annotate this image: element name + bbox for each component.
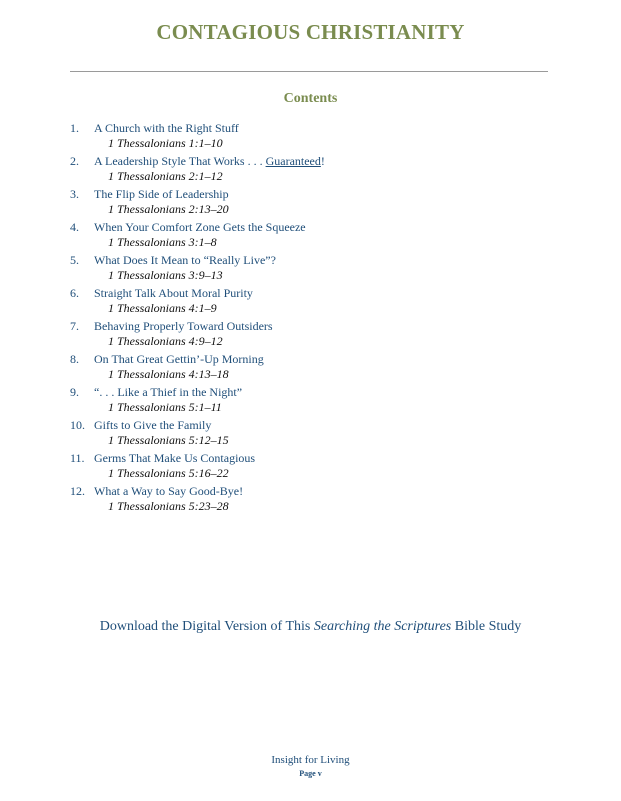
toc-number: 2. bbox=[70, 154, 79, 168]
toc-reference: 1 Thessalonians 1:1–10 bbox=[108, 136, 223, 150]
toc-entry-11 bbox=[70, 450, 550, 483]
guaranteed-underlined-text: Guaranteed bbox=[265, 154, 321, 168]
toc-entry-8 bbox=[70, 351, 550, 384]
toc-link-11[interactable]: Germs That Make Us Contagious bbox=[94, 451, 256, 465]
toc-number: 7. bbox=[70, 319, 79, 333]
toc-number: 5. bbox=[70, 253, 79, 267]
toc-entry-5 bbox=[70, 252, 550, 285]
toc-link-5[interactable]: What Does It Mean to “Really Live”? bbox=[94, 253, 276, 267]
title-divider bbox=[70, 71, 548, 72]
toc-link-7[interactable]: Behaving Properly Toward Outsiders bbox=[94, 319, 273, 333]
toc-entry-10 bbox=[70, 417, 550, 450]
toc-link-9[interactable]: “. . . Like a Thief in the Night” bbox=[94, 385, 243, 399]
toc-number: 9. bbox=[70, 385, 79, 399]
toc-link-4[interactable]: When Your Comfort Zone Gets the Squeeze bbox=[94, 220, 306, 234]
table-of-contents bbox=[70, 120, 550, 516]
toc-reference: 1 Thessalonians 4:1–9 bbox=[108, 301, 217, 315]
toc-link-8[interactable]: On That Great Gettin’-Up Morning bbox=[94, 352, 264, 366]
toc-entry-12 bbox=[70, 483, 550, 516]
toc-number: 10. bbox=[70, 418, 85, 432]
footer-page-number: Page v bbox=[299, 769, 322, 778]
download-text-suffix: Bible Study bbox=[451, 619, 522, 634]
toc-number: 3. bbox=[70, 187, 79, 201]
toc-reference: 1 Thessalonians 5:23–28 bbox=[108, 499, 229, 513]
download-text-emphasis: Searching the Scriptures bbox=[313, 619, 452, 634]
toc-reference: 1 Thessalonians 3:9–13 bbox=[108, 268, 223, 282]
toc-link-12[interactable]: What a Way to Say Good-Bye! bbox=[94, 484, 244, 498]
toc-number: 8. bbox=[70, 352, 79, 366]
toc-reference: 1 Thessalonians 4:13–18 bbox=[108, 367, 229, 381]
toc-number: 6. bbox=[70, 286, 79, 300]
contents-heading: Contents bbox=[283, 91, 338, 106]
toc-link-10[interactable]: Gifts to Give the Family bbox=[94, 418, 212, 432]
toc-reference: 1 Thessalonians 3:1–8 bbox=[108, 235, 217, 249]
footer-organization: Insight for Living bbox=[271, 754, 350, 766]
toc-title-part: A Leadership Style That Works . . . bbox=[94, 154, 266, 168]
toc-entry-1 bbox=[70, 120, 550, 153]
toc-number: 4. bbox=[70, 220, 79, 234]
download-digital-version-link[interactable] bbox=[0, 619, 621, 635]
toc-title-part: ! bbox=[320, 154, 325, 168]
toc-number: 12. bbox=[70, 484, 85, 498]
download-text-prefix: Download the Digital Version of This bbox=[99, 619, 314, 634]
toc-reference: 1 Thessalonians 2:13–20 bbox=[108, 202, 229, 216]
toc-reference: 1 Thessalonians 5:12–15 bbox=[108, 433, 229, 447]
toc-entry-2 bbox=[70, 153, 550, 186]
toc-reference: 1 Thessalonians 4:9–12 bbox=[108, 334, 223, 348]
toc-entry-7 bbox=[70, 318, 550, 351]
toc-reference: 1 Thessalonians 5:1–11 bbox=[108, 400, 222, 414]
toc-entry-3 bbox=[70, 186, 550, 219]
toc-number: 11. bbox=[70, 451, 85, 465]
toc-link-1[interactable]: A Church with the Right Stuff bbox=[94, 121, 239, 135]
toc-link-6[interactable]: Straight Talk About Moral Purity bbox=[94, 286, 253, 300]
toc-link-2[interactable] bbox=[94, 154, 325, 168]
toc-reference: 1 Thessalonians 5:16–22 bbox=[108, 466, 229, 480]
toc-entry-4 bbox=[70, 219, 550, 252]
toc-number: 1. bbox=[70, 121, 79, 135]
document-title: CONTAGIOUS CHRISTIANITY bbox=[156, 20, 465, 44]
toc-entry-9 bbox=[70, 384, 550, 417]
toc-entry-6 bbox=[70, 285, 550, 318]
toc-reference: 1 Thessalonians 2:1–12 bbox=[108, 169, 223, 183]
toc-link-3[interactable]: The Flip Side of Leadership bbox=[94, 187, 229, 201]
